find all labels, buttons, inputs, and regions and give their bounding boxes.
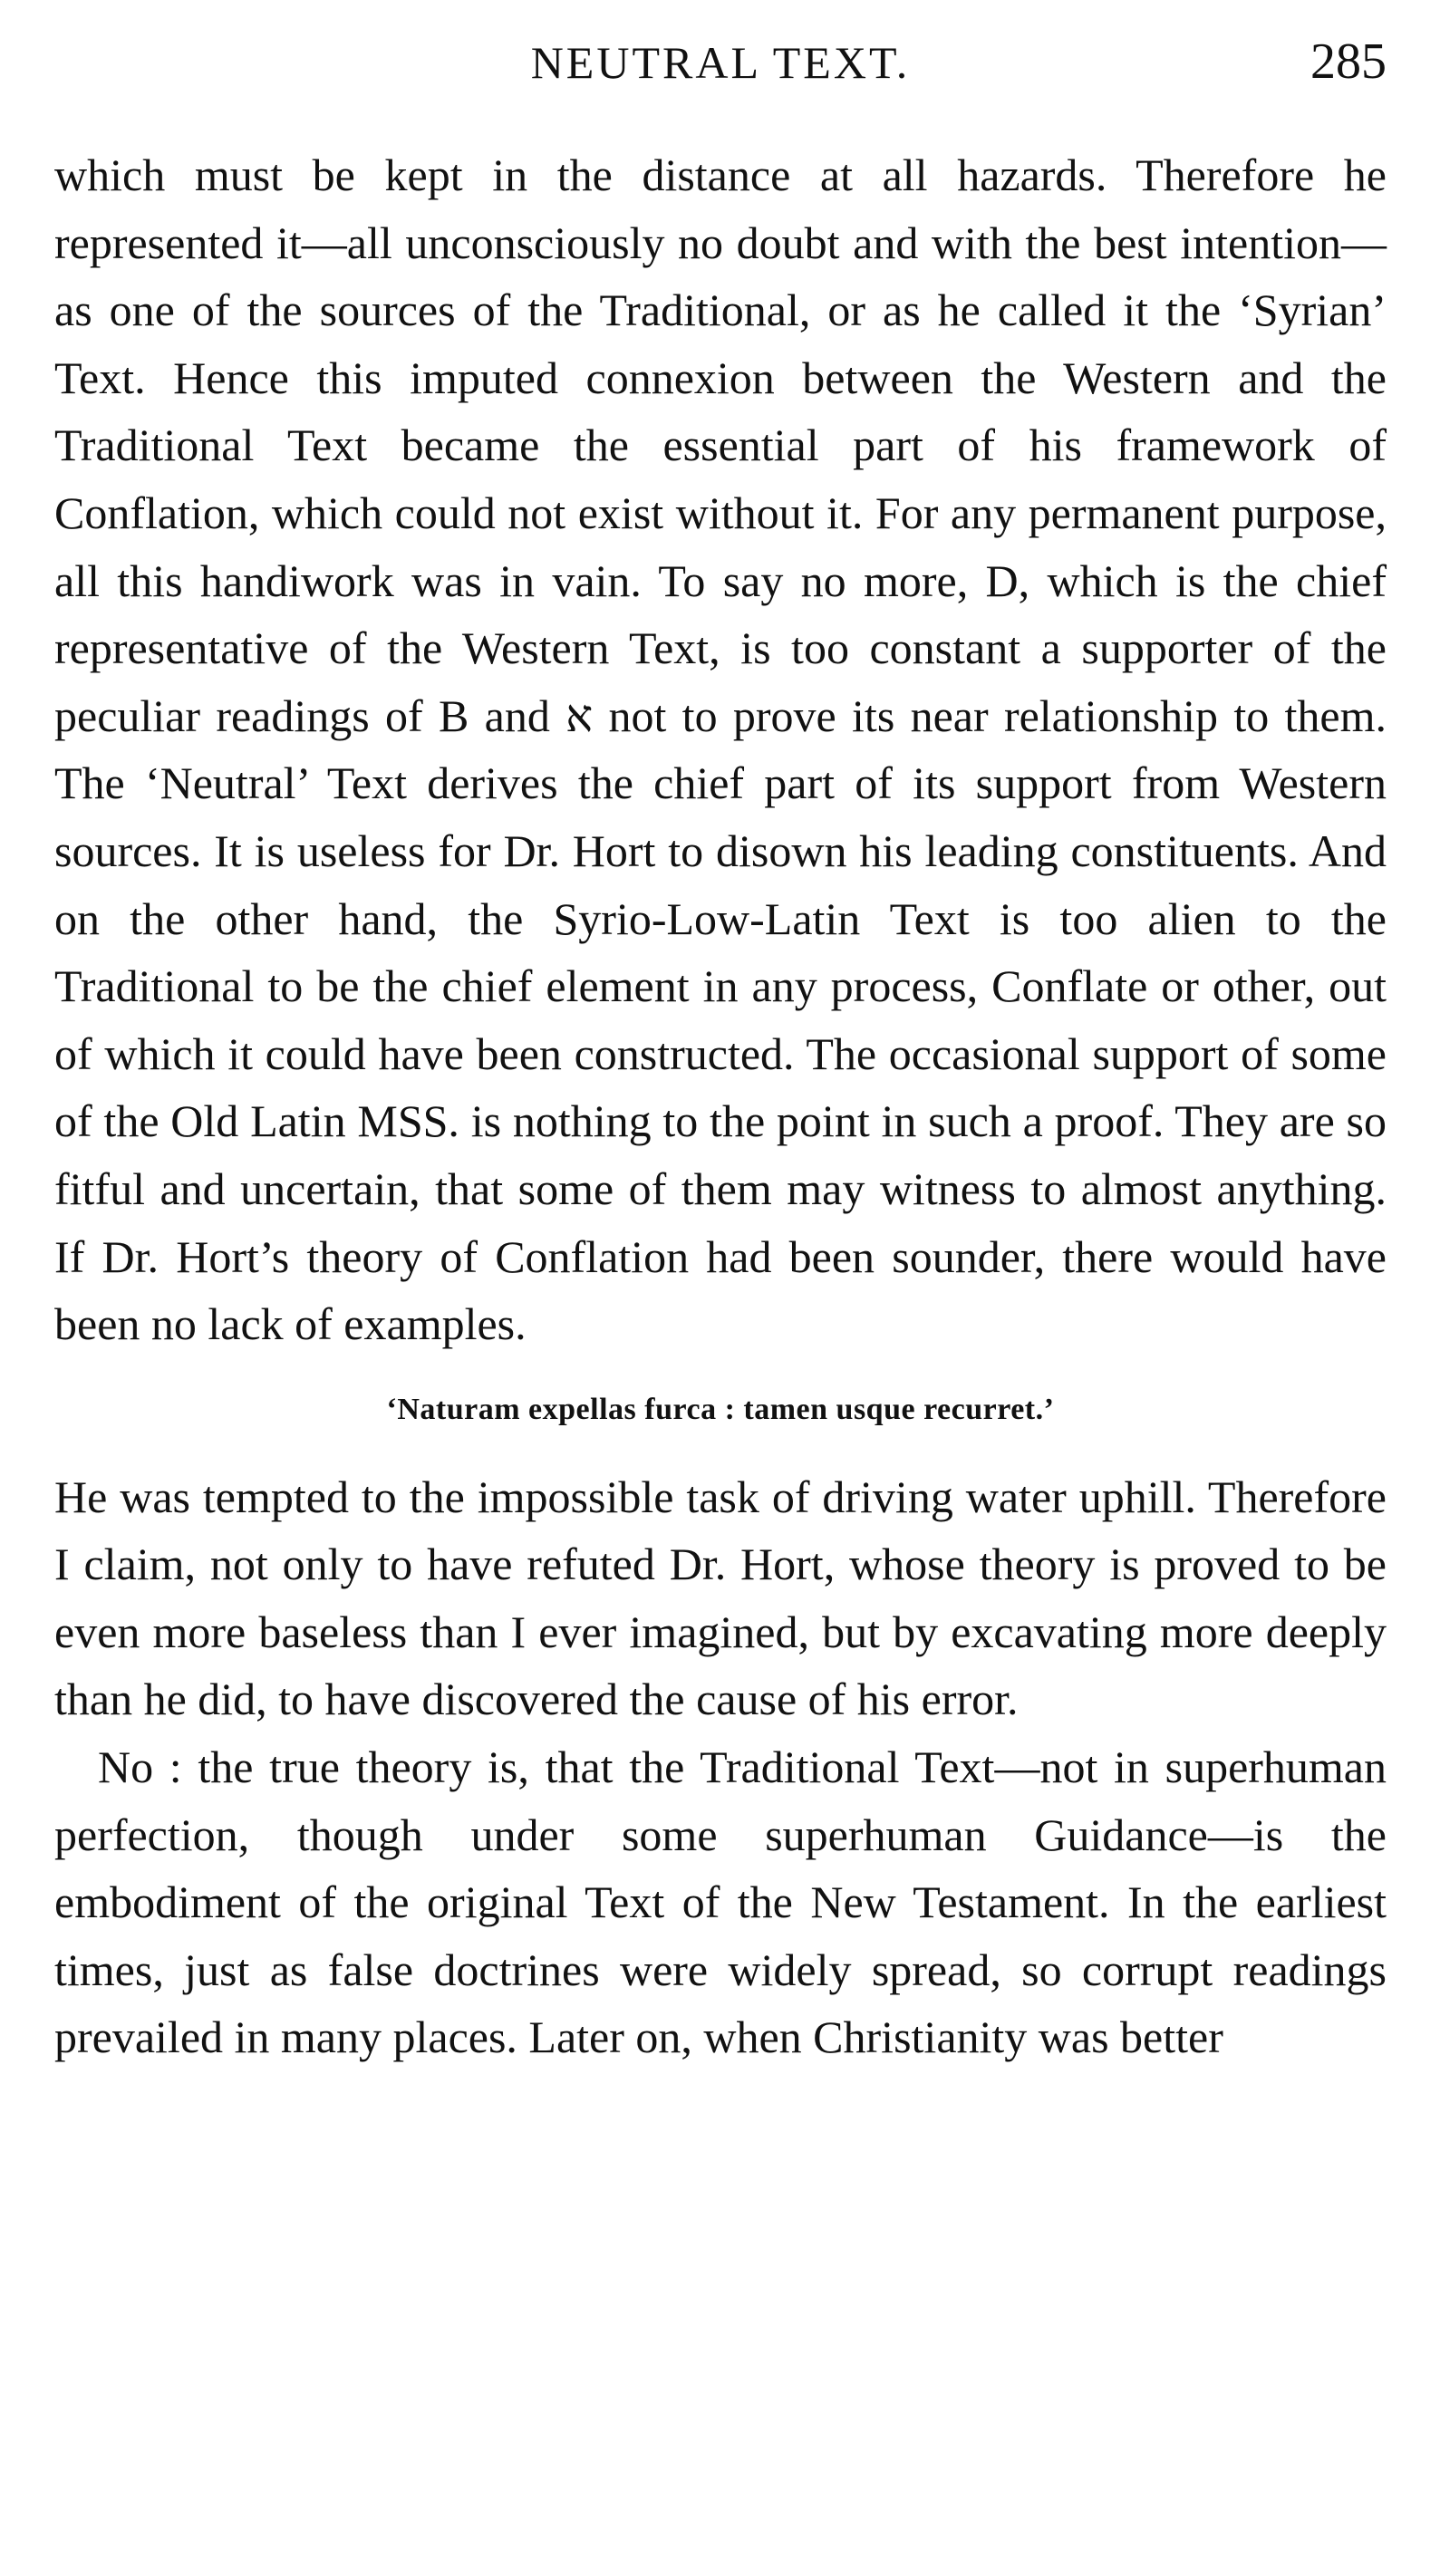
body-paragraph: which must be kept in the distance at all hazards. Therefore he represented it—all unconsciously no doubt and with the best intention—as one of the sources of the Traditional, or as he called it the ‘Syrian’ Text. Hence this imputed connexion between the Western and the Traditional Text became the essential part of his framework of Conflation, which could not exist without it. For any permanent purpose, all this handiwork was in vain. To say no more, D, which is the chief representative of the Western Text, is too constant a supporter of the peculiar readings of B and א not to prove its near relationship to them. The ‘Neutral’ Text derives the chief part of its support from Western sources. It is useless for Dr. Hort to disown his leading constituents. And on the other hand, the Syrio-Low-Latin Text is too alien to the Traditional to be the chief element in any process, Conflate or other, out of which it could have been constructed. The occasional support of some of the Old Latin MSS. is nothing to the point in such a proof. They are so fitful and uncertain, that some of them may witness to almost anything. If Dr. Hort’s theory of Conflation had been sounder, there would have been no lack of examples.	[54, 150, 1387, 1350]
book-page	[54, 0, 1387, 2071]
body-paragraph: He was tempted to the impossible task of driving water uphill. Therefore I claim, not only to have refuted Dr. Hort, whose theory is proved to be even more baseless than I ever imagined, but by excavating more deeply than he did, to have discovered the cause of his error.	[54, 1471, 1387, 1725]
running-title: NEUTRAL TEXT.	[530, 37, 911, 88]
body-paragraph: No : the true theory is, that the Traditional Text—not in superhuman perfection, though under some superhuman Guidance—is the embodiment of the original Text of the New Testament. In the earliest times, just as false doctrines were widely spread, so corrupt readings prevailed in many places. Later on, when Christianity was better	[54, 1741, 1387, 2063]
running-head	[54, 0, 1387, 136]
latin-motto: ‘Naturam expellas furca : tamen usque recurret.’	[386, 1392, 1055, 1426]
page-number: 285	[1310, 34, 1387, 90]
